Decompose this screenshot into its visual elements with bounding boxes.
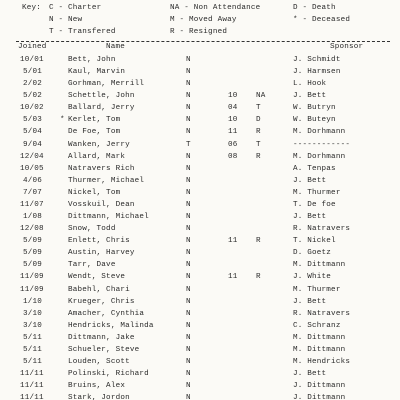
member-name: Thurmer, Michael [68,176,145,185]
member-name: Gorhman, Merrill [68,80,145,89]
status-code: N [186,370,191,379]
member-name: Stark, Jordon [68,394,130,400]
sponsor-name: R. Natravers [293,309,351,318]
key-entry: * - Deceased [293,16,351,24]
joined-date: 2/02 [22,80,42,89]
status-code: N [186,225,191,234]
joined-date: 5/11 [22,345,42,354]
joined-date: 5/11 [22,333,42,342]
sponsor-name: J. Bett [293,213,327,222]
exit-year: 10 [228,92,238,101]
status-code: N [186,297,191,306]
key-entry: M - Moved Away [170,16,237,24]
status-code: N [186,358,191,366]
sponsor-name: L. Hook [293,80,327,89]
joined-date: 5/09 [22,237,42,246]
joined-date: 5/04 [22,128,42,137]
joined-date: 11/09 [20,285,44,294]
status-code: N [186,382,191,391]
sponsor-name: R. Natravers [293,225,351,234]
table-row [0,93,400,106]
member-name: Bett, John [68,56,116,64]
status-code: N [186,188,191,197]
exit-year: 04 [228,104,238,113]
table-row [0,262,400,275]
exit-year: 06 [228,140,238,149]
sponsor-name: J. Bett [293,370,327,379]
exit-code: R [256,273,261,282]
status-code: N [186,200,191,209]
member-name: Tarr, Dave [68,261,116,270]
joined-date: 11/09 [20,273,44,282]
member-name: Babehl, Chari [68,285,130,294]
member-name: Dittmann, Michael [68,213,149,222]
status-code: N [186,285,191,294]
member-name: Bruins, Alex [68,382,126,391]
status-code: N [186,333,191,342]
exit-year: 11 [228,237,238,246]
status-code: T [186,140,191,149]
sponsor-name: J. Dittmann [293,394,346,400]
sponsor-name: J. Schmidt [293,56,341,64]
joined-date: 11/11 [20,370,44,379]
joined-date: 10/02 [20,104,44,113]
member-name: Wanken, Jerry [68,140,130,149]
exit-code: T [256,140,261,149]
key-label: Key: [22,4,42,12]
exit-code: R [256,128,261,137]
sponsor-name: M. Thurmer [293,285,341,294]
sponsor-name: ------------ [293,140,351,149]
joined-date: 1/08 [22,213,42,222]
member-name: Enlett, Chris [68,237,130,246]
exit-code: T [256,104,261,113]
joined-date: 11/11 [20,382,44,391]
exit-code: R [256,152,261,161]
sponsor-name: J. White [293,273,332,282]
member-name: Snow, Todd [68,225,116,234]
joined-date: 10/01 [20,56,44,64]
exit-year: 11 [228,128,238,137]
member-name: Austin, Harvey [68,249,135,258]
table-row [0,238,400,251]
status-code: N [186,116,191,125]
sponsor-name: J. Bett [293,176,327,185]
member-name: Polinski, Richard [68,370,149,379]
member-name: Krueger, Chris [68,297,135,306]
joined-header: Joined [18,43,47,51]
member-name: Nickel, Tom [68,188,121,197]
member-name: Amacher, Cynthia [68,309,145,318]
status-code: N [186,213,191,222]
joined-date: 9/04 [22,140,42,149]
table-row [0,287,400,300]
table-row [0,69,400,82]
joined-date: 11/07 [20,200,44,209]
joined-date: 5/09 [22,261,42,270]
joined-date: 5/01 [22,68,42,77]
member-name: Natravers Rich [68,164,135,173]
deceased-mark: * [60,116,65,125]
key-entry: D - Death [293,4,336,12]
joined-date: 3/10 [22,309,42,318]
member-name: Dittmann, Jake [68,333,135,342]
exit-year: 11 [228,273,238,282]
table-row [0,226,400,239]
exit-year: 10 [228,116,238,125]
table-row [0,359,400,372]
sponsor-name: M. Dorhmann [293,152,346,161]
status-code: N [186,68,191,77]
member-name: Kaul, Marvin [68,68,126,77]
key-entry: T - Transfered [49,28,116,36]
sponsor-name: C. Schranz [293,321,341,330]
dashed-divider [16,41,390,42]
key-entry: R - Resigned [170,28,228,36]
joined-date: 5/09 [22,249,42,258]
joined-date: 12/08 [20,225,44,234]
joined-date: 11/11 [20,394,44,400]
status-code: N [186,176,191,185]
status-code: N [186,345,191,354]
exit-code: R [256,237,261,246]
status-code: N [186,249,191,258]
sponsor-name: T. De foe [293,200,336,209]
sponsor-name: T. Nickel [293,237,336,246]
name-header: Name [106,43,126,51]
member-name: Louden, Scott [68,358,130,366]
sponsor-name: M. Dittmann [293,261,346,270]
status-code: N [186,273,191,282]
status-code: N [186,394,191,400]
status-code: N [186,92,191,101]
joined-date: 5/11 [22,358,42,366]
table-row [0,154,400,167]
sponsor-name: M. Thurmer [293,188,341,197]
sponsor-name: A. Tenpas [293,164,336,173]
member-name: Ballard, Jerry [68,104,135,113]
member-name: Schettle, John [68,92,135,101]
status-code: N [186,261,191,270]
joined-date: 7/07 [22,188,42,197]
key-entry: N - New [49,16,83,24]
table-row [0,190,400,203]
sponsor-name: J. Bett [293,297,327,306]
joined-date: 5/02 [22,92,42,101]
member-name: Hendricks, Malinda [68,321,154,330]
sponsor-name: W. Butryn [293,104,336,113]
joined-date: 3/10 [22,321,42,330]
sponsor-name: M. Dittmann [293,345,346,354]
joined-date: 4/06 [22,176,42,185]
table-row [0,395,400,400]
joined-date: 1/10 [22,297,42,306]
joined-date: 12/04 [20,152,44,161]
exit-code: NA [256,92,266,101]
table-row [0,166,400,179]
status-code: N [186,309,191,318]
status-code: N [186,321,191,330]
member-name: Kerlet, Tom [68,116,121,125]
sponsor-name: M. Hendricks [293,358,351,366]
member-name: Wendt, Steve [68,273,126,282]
sponsor-header: Sponsor [330,43,364,51]
joined-date: 10/05 [20,164,44,173]
member-name: Vosskuil, Dean [68,200,135,209]
key-entry: C - Charter [49,4,102,12]
key-entry: NA - Non Attendance [170,4,261,12]
exit-year: 08 [228,152,238,161]
table-row [0,202,400,215]
status-code: N [186,80,191,89]
table-row [0,81,400,94]
status-code: N [186,56,191,64]
sponsor-name: W. Buteyn [293,116,336,125]
member-name: De Foe, Tom [68,128,121,137]
member-name: Allard, Mark [68,152,126,161]
sponsor-name: M. Dorhmann [293,128,346,137]
status-code: N [186,128,191,137]
sponsor-name: J. Bett [293,92,327,101]
sponsor-name: D. Goetz [293,249,332,258]
sponsor-name: M. Dittmann [293,333,346,342]
status-code: N [186,237,191,246]
status-code: N [186,164,191,173]
sponsor-name: J. Harmsen [293,68,341,77]
exit-code: D [256,116,261,125]
joined-date: 5/03 [22,116,42,125]
status-code: N [186,152,191,161]
sponsor-name: J. Dittmann [293,382,346,391]
status-code: N [186,104,191,113]
member-name: Schueler, Steve [68,345,140,354]
